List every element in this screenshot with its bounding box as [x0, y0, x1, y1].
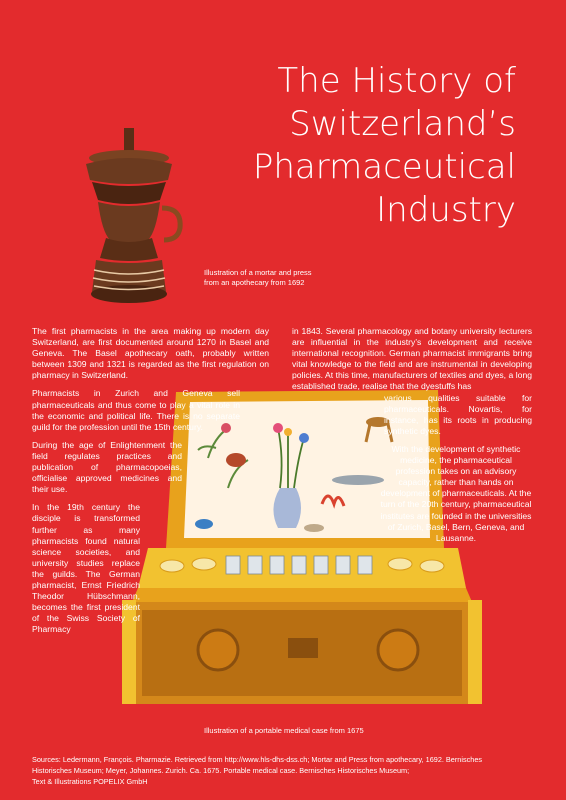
- caption-line: Illustration of a mortar and press: [204, 268, 312, 277]
- right-column: [292, 326, 532, 551]
- paragraph: During the age of Enlightenment the field regulates practices and publication of pharmacopoeias, officialise approved medicines and their use.: [32, 439, 182, 495]
- paragraph: In the 19th century the disciple is transformed further as many pharmacists found natural science societies, and university studies replace the guilds. The German pharmacist, Ernst Friedrich Theodor Hübschmann, becomes the first president of the Swiss Society of Pharmacy: [32, 502, 140, 635]
- sources: [32, 754, 527, 787]
- paragraph: Pharmacists in Zurich and Geneva sell pharmaceuticals and thus come to play a vital role in the economic and political life. There is no separate guild for the profession until the 15th century.: [32, 388, 240, 432]
- paragraph: With the development of synthetic medicine, the pharmaceutical profession takes on an advisory capacity, rather than hands on development of pharmaceuticals. At the turn of the 20th century, pharmaceutical institutes are founded in the universities of Zurich, Basel, Bern, Geneva, and Lausanne.: [380, 443, 532, 543]
- sources-line: Historisches Museum; Meyer, Johannes. Zurich. Ca. 1675. Portable medical case. Bernisches Historisches Museum;: [32, 766, 410, 775]
- paragraph: various qualities suitable for pharmaceuticals. Novartis, for instance, has its roots in producing synthetic dyes.: [384, 392, 532, 436]
- sources-line: Text & Illustrations POPELIX GmbH: [32, 777, 148, 786]
- paragraph: in 1843. Several pharmacology and botany university lecturers are influential in the industry’s development and receive international recognition. German pharmacist immigrants bring vital knowledge to the field and are instrumental in developing policies. At this time, manufacturers of textiles and dyes, a long established trade, realise that the dyestuffs has: [292, 326, 532, 392]
- page-title: [216, 60, 516, 232]
- title-line: Pharmaceutical: [252, 147, 516, 187]
- title-line: Switzerland’s: [289, 104, 516, 144]
- sources-line: Sources: Ledermann, François. Pharmazie. Retrieved from http://www.hls-dhs-dss.ch; Mortar and Press from apothecary, 1692. Bernisches: [32, 755, 483, 764]
- title-line: Industry: [376, 190, 516, 230]
- caption-line: from an apothecary from 1692: [204, 278, 305, 287]
- mortar-caption: [204, 268, 354, 288]
- case-caption: Illustration of a portable medical case from 1675: [204, 726, 364, 735]
- mortar-illustration: [50, 128, 210, 318]
- left-column: [32, 326, 269, 642]
- title-line: The History of: [277, 61, 516, 101]
- paragraph: The first pharmacists in the area making up modern day Switzerland, are first documented around 1270 in Basel and Geneva. The Basel apothecary oath, probably written between 1309 and 1321 is regarded as the first regulation on pharmacy in Switzerland.: [32, 326, 269, 381]
